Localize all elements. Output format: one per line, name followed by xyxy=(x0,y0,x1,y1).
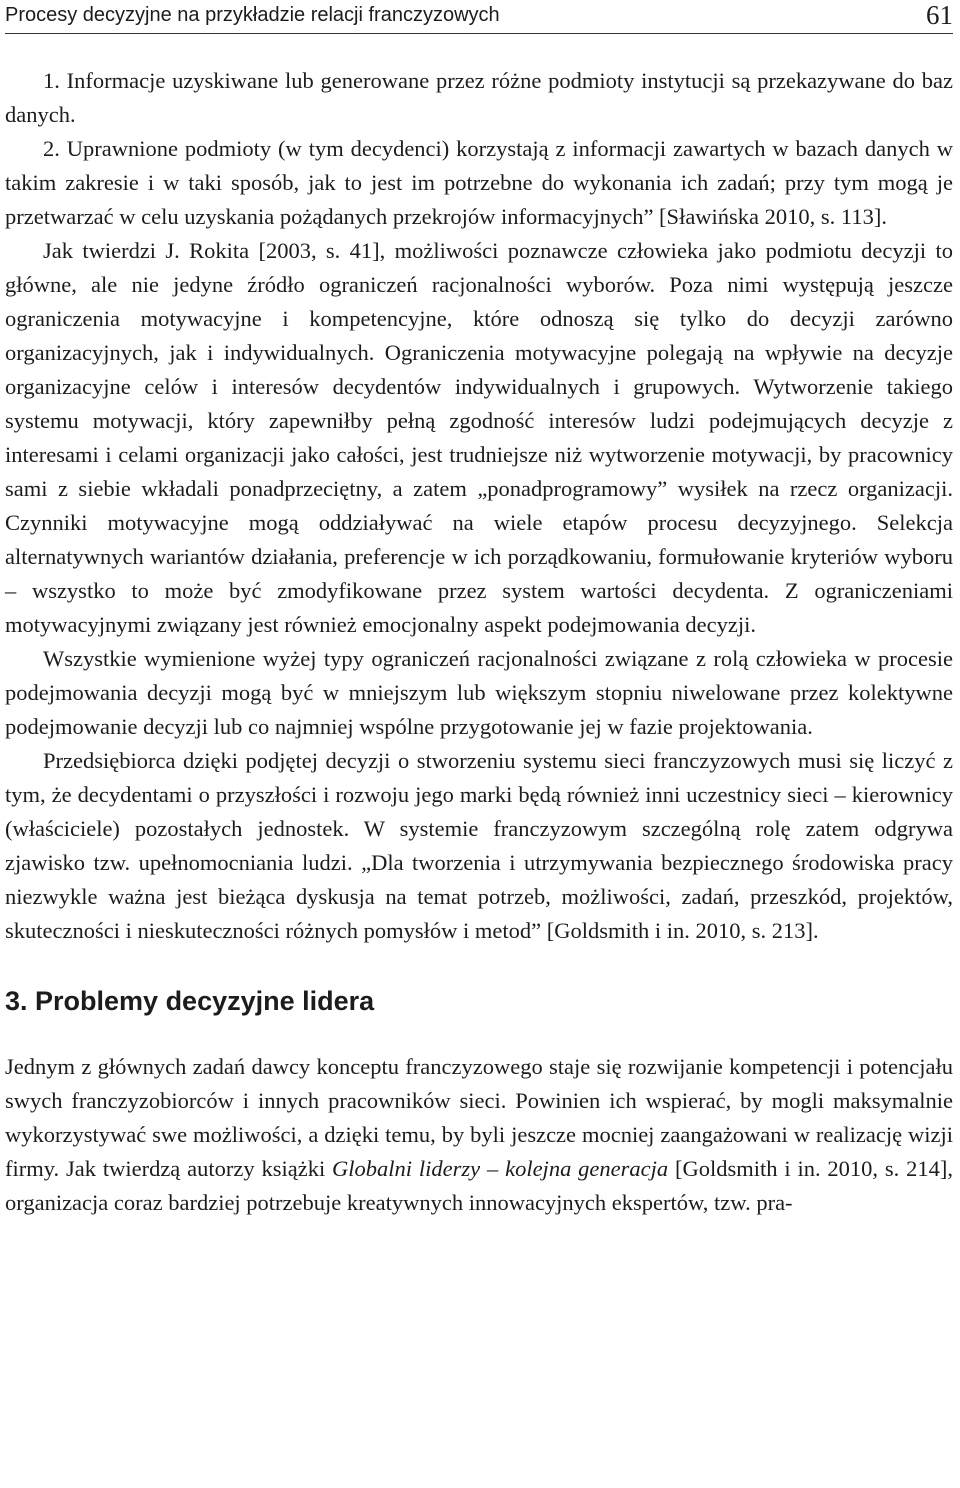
list-item-text: Uprawnione podmioty (w tym decydenci) korzystają z informacji zawartych w bazach danych w takim zakresie i w taki sposób, jak to jest im potrzebne do wykonania ich zadań; przy tym mogą je przetwarzać w celu uzyskania pożądanych przekrojów informacyjnych” [Sławińska 2010, s. 113]. xyxy=(5,136,954,229)
list-item xyxy=(5,132,953,234)
list-item xyxy=(5,64,953,132)
list-item-text: Informacje uzyskiwane lub generowane przez różne podmioty instytucji są przekazywane do baz danych. xyxy=(5,68,953,127)
book-title: Globalni liderzy – kolejna generacja xyxy=(332,1156,669,1181)
body-paragraph: Jak twierdzi J. Rokita [2003, s. 41], możliwości poznawcze człowieka jako podmiotu decyzji to główne, ale nie jedyne źródło ograniczeń racjonalności wyborów. Poza nimi występują jeszcze ograniczenia motywacyjne i kompetencyjne, które odnoszą się tylko do decyzji zarówno organizacyjnych, jak i indywidualnych. Ograniczenia motywacyjne polegają na wpływie na decyzje organizacyjne celów i interesów decydentów indywidualnych i grupowych. Wytworzenie takiego systemu motywacji, który zapewniłby pełną zgodność interesów ludzi podejmujących decyzje z interesami i celami organizacji jako całości, jest trudniejsze niż wytworzenie motywacji, by pracownicy sami z siebie wkładali ponadprzeciętny, a zatem „ponadprogramowy” wysiłek na rzecz organizacji. Czynniki motywacyjne mogą oddziaływać na wiele etapów procesu decyzyjnego. Selekcja alternatywnych wariantów działania, preferencje w ich porządkowaniu, formułowanie kryteriów wyboru – wszystko to może być zmodyfikowane przez system wartości decydenta. Z ograniczeniami motywacyjnymi związany jest również emocjonalny aspekt podejmowania decyzji. xyxy=(5,238,953,637)
list-item-number: 2. xyxy=(43,136,60,161)
page-body xyxy=(5,64,953,1220)
section-text-after: [Goldsmith i in. 2010, s. 214], organizacja coraz bardziej potrzebuje kreatywnych innowacyjnych ekspertów, tzw. pra- xyxy=(5,1156,953,1215)
page-number: 61 xyxy=(926,0,953,30)
section-heading: 3. Problemy decyzyjne lidera xyxy=(5,986,375,1016)
running-header-title: Procesy decyzyjne na przykładzie relacji franczyzowych xyxy=(5,4,500,26)
body-paragraph: Przedsiębiorca dzięki podjętej decyzji o stworzeniu systemu sieci franczyzowych musi się liczyć z tym, że decydentami o przyszłości i rozwoju jego marki będą również inni uczestnicy sieci – kierownicy (właściciele) pozostałych jednostek. W systemie franczyzowym szczególną rolę zatem odgrywa zjawisko tzw. upełnomocniania ludzi. „Dla tworzenia i utrzymywania bezpiecznego środowiska pracy niezwykle ważna jest bieżąca dyskusja na temat potrzeb, możliwości, zadań, przeszkód, projektów, skuteczności i nieskuteczności różnych pomysłów i metod” [Goldsmith i in. 2010, s. 213]. xyxy=(5,748,953,943)
running-header xyxy=(5,0,953,34)
section-paragraph xyxy=(5,1050,953,1220)
section-text-before: Jednym z głównych zadań dawcy konceptu franczyzowego staje się rozwijanie kompetencji i potencjału swych franczyzobiorców i innych pracowników sieci. Powinien ich wspierać, by mogli maksymalnie wykorzystywać swe możliwości, a dzięki temu, by byli jeszcze mocniej zaangażowani w realizację wizji firmy. Jak twierdzą autorzy książki xyxy=(5,1054,953,1181)
body-paragraph: Wszystkie wymienione wyżej typy ograniczeń racjonalności związane z rolą człowieka w procesie podejmowania decyzji mogą być w mniejszym lub większym stopniu niwelowane przez kolektywne podejmowanie decyzji lub co najmniej wspólne przygotowanie jej w fazie projektowania. xyxy=(5,646,953,739)
list-item-number: 1. xyxy=(43,68,60,93)
